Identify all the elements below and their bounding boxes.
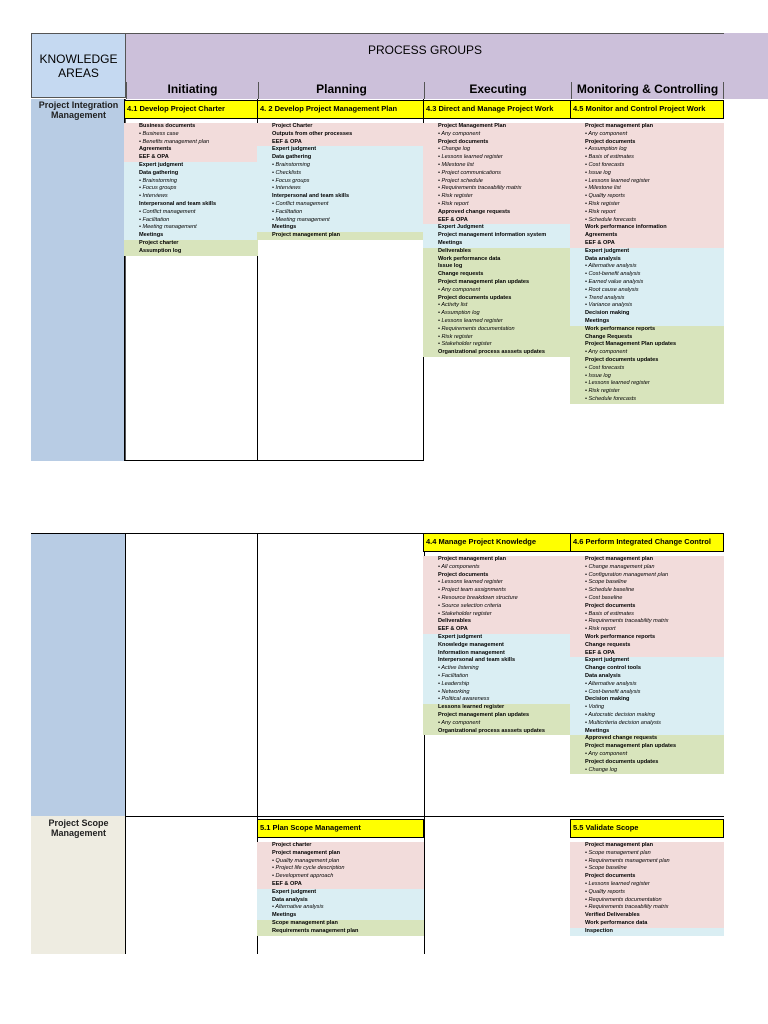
outputs-block: [257, 232, 424, 240]
bullet-item: • Schedule baseline: [585, 587, 635, 594]
column-header-executing: Executing: [424, 82, 571, 99]
item-heading: Change requests: [438, 271, 484, 278]
item-heading: Project management plan updates: [438, 278, 530, 285]
item-heading: Interpersonal and team skills: [438, 657, 516, 664]
bullet-item: • Facilitation: [438, 672, 469, 679]
item-heading: Requirements management plan: [272, 927, 359, 934]
bullet-item: • Basis of estimates: [585, 610, 634, 617]
process-5-5: [570, 819, 724, 936]
bullet-item: • Project life cycle description: [272, 865, 345, 872]
bullet-item: • Alternative analysis: [585, 680, 637, 687]
bullet-item: • Cost forecasts: [585, 161, 625, 168]
item-heading: Decision making: [585, 310, 630, 317]
inputs-block: [570, 556, 724, 657]
bullet-item: • Any component: [438, 286, 481, 293]
item-heading: Project documents updates: [585, 758, 659, 765]
process-4-1: [124, 100, 258, 256]
inputs-block: [423, 123, 571, 224]
bullet-item: • Facilitation: [139, 216, 170, 223]
process-title: 5.1 Plan Scope Management: [257, 819, 424, 838]
bullet-item: • Risk report: [585, 208, 616, 215]
bullet-item: • Project schedule: [438, 177, 483, 184]
bullet-item: • Focus groups: [139, 185, 177, 192]
bullet-item: • Any component: [438, 719, 481, 726]
bullet-item: • Cost forecasts: [585, 364, 625, 371]
bullet-item: • Assumption log: [438, 310, 480, 317]
item-heading: Knowledge management: [438, 641, 504, 648]
bullet-item: • Trend analysis: [585, 294, 625, 301]
knowledge-areas-header: KNOWLEDGE AREAS: [31, 33, 126, 98]
process-title: 4.6 Perform Integrated Change Control: [570, 533, 724, 552]
bullet-item: • Brainstorming: [139, 177, 178, 184]
column-header-monitoring-controlling: Monitoring & Controlling: [571, 82, 724, 99]
item-heading: Project charter: [272, 842, 312, 848]
item-heading: Expert Judgment: [438, 224, 484, 231]
tools-techniques-block: [570, 928, 724, 936]
integration-sidebar: [31, 99, 126, 461]
item-heading: Meetings: [272, 224, 297, 231]
item-heading: Data analysis: [585, 672, 621, 679]
item-heading: Project documents: [438, 138, 489, 145]
bullet-item: • Any component: [585, 130, 628, 137]
tools-techniques-block: [423, 634, 571, 704]
bullet-item: • Risk register: [438, 193, 473, 200]
bullet-item: • Quality management plan: [272, 857, 340, 864]
header-band-extension: [724, 33, 768, 99]
row-divider: [125, 816, 724, 817]
item-heading: Agreements: [139, 146, 172, 153]
bullet-item: • Issue log: [585, 372, 611, 379]
item-heading: Verified Deliverables: [585, 912, 640, 919]
item-heading: Expert judgment: [139, 161, 184, 168]
bullet-item: • Requirements traceability matrix: [585, 904, 669, 911]
item-heading: Data gathering: [139, 169, 179, 176]
process-4-2: [257, 100, 424, 240]
item-heading: Project documents: [438, 571, 489, 578]
bullet-item: • Issue log: [585, 169, 611, 176]
item-heading: Deliverables: [438, 247, 471, 254]
outputs-block: [423, 704, 571, 735]
item-heading: Work performance reports: [585, 325, 656, 332]
outputs-block: [570, 735, 724, 774]
item-heading: Project management plan: [272, 232, 341, 239]
bullet-item: • Brainstorming: [272, 161, 311, 168]
bullet-item: • Risk register: [585, 388, 620, 395]
bullet-item: • Scope management plan: [585, 849, 651, 856]
item-heading: Expert judgment: [585, 247, 630, 254]
bullet-item: • Voting: [585, 704, 605, 711]
bullet-item: • All components: [438, 563, 480, 570]
bullet-item: • Facilitation: [272, 208, 303, 215]
bullet-item: • Business case: [139, 130, 179, 137]
bullet-item: • Milestone list: [438, 161, 474, 168]
item-heading: Approved change requests: [438, 208, 511, 215]
process-4-5: [570, 100, 724, 404]
bullet-item: • Quality reports: [585, 888, 625, 895]
bullet-item: • Autocratic decision making: [585, 711, 655, 718]
bullet-item: • Quality reports: [585, 193, 625, 200]
bullet-item: • Cost-benefit analysis: [585, 271, 641, 278]
item-heading: Data analysis: [272, 896, 308, 903]
outputs-block: [423, 248, 571, 357]
item-heading: Outputs from other processes: [272, 130, 353, 137]
bullet-item: • Interviews: [139, 193, 168, 200]
item-heading: Meetings: [272, 912, 297, 919]
item-heading: Issue log: [438, 263, 463, 270]
item-heading: EEF & OPA: [438, 216, 468, 223]
item-heading: Project documents: [585, 873, 636, 880]
bullet-item: • Resource breakdown structure: [438, 594, 518, 601]
item-heading: EEF & OPA: [272, 138, 302, 145]
tools-techniques-block: [423, 224, 571, 247]
item-heading: Project management plan updates: [585, 743, 677, 750]
item-heading: Project management plan: [585, 842, 654, 848]
outputs-block: [124, 240, 258, 256]
bullet-item: • Benefits management plan: [139, 138, 210, 145]
item-heading: EEF & OPA: [272, 880, 302, 887]
bullet-item: • Requirements documentation: [585, 896, 662, 903]
bullet-item: • Source selection criteria: [438, 602, 502, 609]
item-heading: Meetings: [438, 239, 463, 246]
inputs-block: [257, 123, 424, 146]
process-title: 4.4 Manage Project Knowledge: [423, 533, 571, 552]
bullet-item: • Risk register: [585, 200, 620, 207]
item-heading: Project documents updates: [438, 294, 512, 301]
item-heading: Data gathering: [272, 154, 312, 161]
item-heading: Assumption log: [139, 247, 182, 254]
bullet-item: • Schedule forecasts: [585, 395, 637, 402]
item-heading: Expert judgment: [585, 657, 630, 664]
bullet-item: • Lessons learned register: [438, 579, 503, 586]
column-header-initiating: Initiating: [126, 82, 258, 99]
bullet-item: • Development approach: [272, 873, 334, 880]
bullet-item: • Networking: [438, 688, 470, 695]
process-4-3: [423, 100, 571, 357]
bullet-item: • Lessons learned register: [585, 177, 650, 184]
item-heading: Work performance reports: [585, 633, 656, 640]
bullet-item: • Activity list: [438, 302, 468, 309]
item-heading: Project management plan: [272, 849, 341, 856]
outputs-block: [570, 326, 724, 404]
tools-techniques-block: [257, 146, 424, 232]
process-5-1: [257, 819, 424, 936]
bullet-item: • Any component: [585, 349, 628, 356]
item-heading: Project management plan: [438, 556, 507, 562]
item-heading: Data analysis: [585, 255, 621, 262]
tools-techniques-block: [570, 248, 724, 326]
bullet-item: • Cost-benefit analysis: [585, 688, 641, 695]
item-heading: Decision making: [585, 696, 630, 703]
item-heading: Information management: [438, 649, 505, 656]
tools-techniques-block: [124, 162, 258, 240]
bullet-item: • Meeting management: [272, 216, 330, 223]
bullet-item: • Stakeholder register: [438, 610, 492, 617]
bullet-item: • Change management plan: [585, 563, 655, 570]
bullet-item: • Lessons learned register: [438, 154, 503, 161]
process-title: 5.5 Validate Scope: [570, 819, 724, 838]
item-heading: Meetings: [139, 232, 164, 239]
bullet-item: • Earned value analysis: [585, 278, 644, 285]
item-heading: Business documents: [139, 123, 196, 129]
bullet-item: • Requirements traceability matrix: [438, 185, 522, 192]
item-heading: Scope management plan: [272, 919, 338, 926]
bullet-item: • Risk register: [438, 333, 473, 340]
bullet-item: • Variance analysis: [585, 302, 633, 309]
bullet-item: • Risk report: [585, 626, 616, 633]
inputs-block: [124, 123, 258, 162]
outputs-block: [257, 920, 424, 936]
process-4-6: [570, 533, 724, 774]
bullet-item: • Lessons learned register: [585, 380, 650, 387]
bullet-item: • Active listening: [438, 665, 479, 672]
bullet-item: • Risk report: [438, 200, 469, 207]
item-heading: Project Management Plan updates: [585, 341, 677, 348]
item-heading: Change control tools: [585, 665, 641, 672]
integration-sidebar-continued: [31, 533, 126, 816]
bullet-item: • Project team assignments: [438, 587, 506, 594]
item-heading: Change Requests: [585, 333, 633, 340]
item-heading: Agreements: [585, 232, 618, 239]
bullet-item: • Project communications: [438, 169, 501, 176]
bullet-item: • Lessons learned register: [438, 317, 503, 324]
process-title: 4. 2 Develop Project Management Plan: [257, 100, 424, 119]
item-heading: Expert judgment: [272, 146, 317, 153]
process-title: 4.3 Direct and Manage Project Work: [423, 100, 571, 119]
item-heading: Expert judgment: [438, 633, 483, 640]
bullet-item: • Interviews: [272, 185, 301, 192]
item-heading: EEF & OPA: [585, 649, 615, 656]
bullet-item: • Requirements documentation: [438, 325, 515, 332]
knowledge-area-scope: Project Scope Management: [48, 818, 109, 838]
item-heading: Project management plan: [585, 123, 654, 129]
item-heading: Project documents updates: [585, 356, 659, 363]
item-heading: Lessons learned register: [438, 704, 505, 711]
bullet-item: • Root cause analysis: [585, 286, 639, 293]
item-heading: Organizational process asssets updates: [438, 349, 545, 356]
bullet-item: • Change log: [585, 766, 618, 773]
tools-techniques-block: [570, 657, 724, 735]
bullet-item: • Assumption log: [585, 146, 627, 153]
process-title: 4.5 Monitor and Control Project Work: [570, 100, 724, 119]
item-heading: Project management information system: [438, 232, 547, 239]
item-heading: Organizational process asssets updates: [438, 727, 545, 734]
item-heading: Work performance data: [585, 919, 648, 926]
item-heading: Project management plan: [585, 556, 654, 562]
item-heading: EEF & OPA: [139, 154, 169, 161]
item-heading: Meetings: [585, 317, 610, 324]
item-heading: Deliverables: [438, 618, 471, 625]
bullet-item: • Conflict management: [139, 208, 196, 215]
bullet-item: • Any component: [585, 750, 628, 757]
item-heading: Project documents: [585, 138, 636, 145]
bullet-item: • Scope baseline: [585, 865, 627, 872]
item-heading: EEF & OPA: [585, 239, 615, 246]
item-heading: Interpersonal and team skills: [272, 193, 350, 200]
inputs-block: [570, 123, 724, 248]
item-heading: Expert judgment: [272, 888, 317, 895]
item-heading: Inspection: [585, 927, 613, 934]
item-heading: Work performance information: [585, 224, 667, 231]
bullet-item: • Milestone list: [585, 185, 621, 192]
col-divider-1: [125, 533, 126, 954]
column-header-planning: Planning: [258, 82, 424, 99]
item-heading: Meetings: [585, 727, 610, 734]
bullet-item: • Scope baseline: [585, 579, 627, 586]
bullet-item: • Conflict management: [272, 200, 329, 207]
process-title: 4.1 Develop Project Charter: [124, 100, 258, 119]
bullet-item: • Stakeholder register: [438, 341, 492, 348]
inputs-block: [423, 556, 571, 634]
item-heading: Interpersonal and team skills: [139, 200, 217, 207]
bullet-item: • Schedule forecasts: [585, 216, 637, 223]
process-4-4: [423, 533, 571, 735]
bullet-item: • Change log: [438, 146, 471, 153]
bullet-item: • Leadership: [438, 680, 470, 687]
inputs-block: [257, 842, 424, 889]
bullet-item: • Requirements traceability matrix: [585, 618, 669, 625]
item-heading: Approved change requests: [585, 735, 658, 742]
item-heading: Project Charter: [272, 123, 313, 129]
bullet-item: • Multicriteria decision analysis: [585, 719, 661, 726]
bullet-item: • Cost baseline: [585, 594, 623, 601]
item-heading: Change requests: [585, 641, 631, 648]
process-groups-header: PROCESS GROUPS: [126, 33, 724, 69]
item-heading: Work performance data: [438, 255, 501, 262]
bullet-item: • Lessons learned register: [585, 880, 650, 887]
bullet-item: • Alternative analysis: [272, 904, 324, 911]
knowledge-area-integration: Project Integration Management: [38, 100, 119, 120]
bullet-item: • Requirements management plan: [585, 857, 670, 864]
bullet-item: • Basis of estimates: [585, 154, 634, 161]
bullet-item: • Meeting management: [139, 224, 197, 231]
bullet-item: • Any component: [438, 130, 481, 137]
tools-techniques-block: [257, 889, 424, 920]
bullet-item: • Focus groups: [272, 177, 310, 184]
inputs-block: [570, 842, 724, 928]
item-heading: Project management plan updates: [438, 711, 530, 718]
bullet-item: • Alternative analysis: [585, 263, 637, 270]
item-heading: Project documents: [585, 602, 636, 609]
bullet-item: • Political awareness: [438, 696, 490, 703]
item-heading: Project charter: [139, 239, 179, 246]
item-heading: Project Management Plan: [438, 123, 507, 129]
bullet-item: • Checklists: [272, 169, 302, 176]
bullet-item: • Configuration management plan: [585, 571, 669, 578]
item-heading: EEF & OPA: [438, 626, 468, 633]
